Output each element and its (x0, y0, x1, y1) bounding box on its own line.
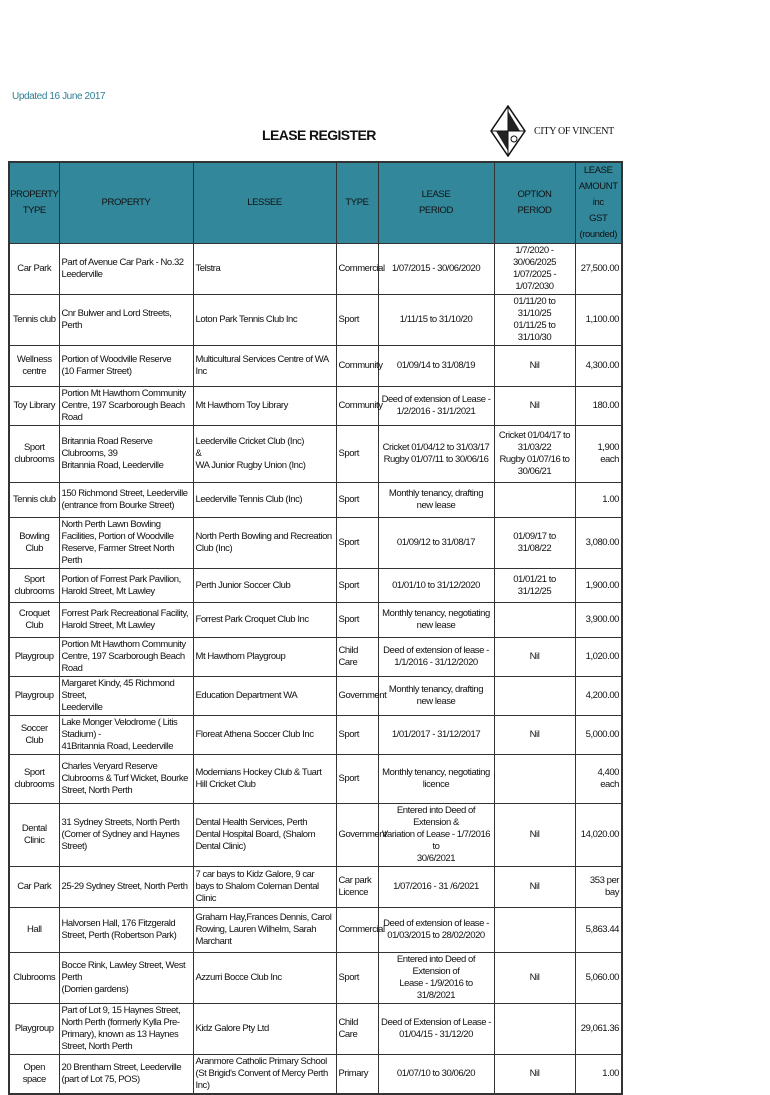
cell-type: Commercial (336, 908, 378, 953)
table-row (9, 716, 622, 755)
cell-lease-amount: 1,020.00 (575, 638, 622, 677)
table-row (9, 1055, 622, 1095)
cell-option-period: Nil (494, 716, 575, 755)
cell-lease-period: Monthly tenancy, negotiating licence (378, 755, 494, 804)
cell-property-type: Playgroup (9, 638, 59, 677)
cell-property-type: Dental Clinic (9, 804, 59, 867)
cell-option-period: Nil (494, 387, 575, 426)
cell-property-type: Soccer Club (9, 716, 59, 755)
cell-property-type: Croquet Club (9, 603, 59, 638)
cell-option-period (494, 603, 575, 638)
cell-property-type: Playgroup (9, 1004, 59, 1055)
cell-lease-amount: 4,400 each (575, 755, 622, 804)
cell-type: Primary (336, 1055, 378, 1095)
cell-type: Car park Licence (336, 867, 378, 908)
cell-property-type: Playgroup (9, 677, 59, 716)
table-row (9, 908, 622, 953)
column-header-lessee: LESSEE (193, 162, 336, 244)
cell-lease-amount: 4,200.00 (575, 677, 622, 716)
cell-property-type: Tennis club (9, 483, 59, 518)
cell-type: Sport (336, 518, 378, 569)
cell-type: Child Care (336, 1004, 378, 1055)
table-row (9, 244, 622, 295)
cell-property: Bocce Rink, Lawley Street, West Perth (Dorrien gardens) (59, 953, 193, 1004)
cell-lease-amount: 353 per bay (575, 867, 622, 908)
table-row (9, 426, 622, 483)
cell-lessee: Mt Hawthorn Playgroup (193, 638, 336, 677)
cell-lessee: Dental Health Services, Perth Dental Hospital Board, (Shalom Dental Clinic) (193, 804, 336, 867)
cell-lessee: Education Department WA (193, 677, 336, 716)
cell-property: Cnr Bulwer and Lord Streets, Perth (59, 295, 193, 346)
cell-option-period (494, 1004, 575, 1055)
cell-property: Portion Mt Hawthorn Community Centre, 197 Scarborough Beach Road (59, 638, 193, 677)
cell-option-period: Nil (494, 804, 575, 867)
cell-lease-period: Deed of Extension of Lease - 01/04/15 - 31/12/20 (378, 1004, 494, 1055)
cell-lease-amount: 4,300.00 (575, 346, 622, 387)
cell-property: Margaret Kindy, 45 Richmond Street, Leederville (59, 677, 193, 716)
cell-lease-period: 01/09/14 to 31/08/19 (378, 346, 494, 387)
cell-type: Sport (336, 483, 378, 518)
cell-type: Commercial (336, 244, 378, 295)
cell-lessee: Kidz Galore Pty Ltd (193, 1004, 336, 1055)
city-crest-icon (490, 105, 526, 157)
cell-lessee: North Perth Bowling and Recreation Club (Inc) (193, 518, 336, 569)
cell-option-period: Nil (494, 953, 575, 1004)
cell-property: Portion of Forrest Park Pavilion, Harold Street, Mt Lawley (59, 569, 193, 603)
cell-property: 25-29 Sydney Street, North Perth (59, 867, 193, 908)
table-row (9, 483, 622, 518)
cell-lease-period: Entered into Deed of Extension & Variation of Lease - 1/7/2016 to 30/6/2021 (378, 804, 494, 867)
cell-type: Sport (336, 716, 378, 755)
cell-property-type: Tennis club (9, 295, 59, 346)
cell-lease-period: Deed of extension of lease - 01/03/2015 to 28/02/2020 (378, 908, 494, 953)
cell-property: Halvorsen Hall, 176 Fitzgerald Street, Perth (Robertson Park) (59, 908, 193, 953)
cell-property-type: Sport clubrooms (9, 755, 59, 804)
cell-property: Forrest Park Recreational Facility, Harold Street, Mt Lawley (59, 603, 193, 638)
cell-option-period (494, 677, 575, 716)
updated-date: Updated 16 June 2017 (12, 91, 106, 102)
cell-type: Child Care (336, 638, 378, 677)
cell-property-type: Car Park (9, 867, 59, 908)
cell-lease-period: Entered into Deed of Extension of Lease - 1/9/2016 to 31/8/2021 (378, 953, 494, 1004)
cell-lease-period: 1/07/2016 - 31 /6/2021 (378, 867, 494, 908)
cell-property: Charles Veryard Reserve Clubrooms & Turf Wicket, Bourke Street, North Perth (59, 755, 193, 804)
cell-property: 20 Brentham Street, Leederville (part of Lot 75, POS) (59, 1055, 193, 1095)
table-row (9, 569, 622, 603)
cell-lease-period: Monthly tenancy, negotiating new lease (378, 603, 494, 638)
cell-lease-amount: 1,900 each (575, 426, 622, 483)
cell-property-type: Wellness centre (9, 346, 59, 387)
table-row (9, 518, 622, 569)
cell-lessee: Multicultural Services Centre of WA Inc (193, 346, 336, 387)
cell-lessee: Telstra (193, 244, 336, 295)
cell-type: Sport (336, 426, 378, 483)
cell-lease-amount: 3,900.00 (575, 603, 622, 638)
cell-type: Sport (336, 953, 378, 1004)
cell-type: Sport (336, 755, 378, 804)
cell-lessee: Graham Hay,Frances Dennis, Carol Rowing, Lauren Wilhelm, Sarah Marchant (193, 908, 336, 953)
cell-option-period: 01/01/21 to 31/12/25 (494, 569, 575, 603)
cell-lease-amount: 180.00 (575, 387, 622, 426)
cell-lease-amount: 1.00 (575, 483, 622, 518)
cell-lessee: Floreat Athena Soccer Club Inc (193, 716, 336, 755)
table-row (9, 677, 622, 716)
cell-property-type: Sport clubrooms (9, 569, 59, 603)
cell-lessee: Leederville Cricket Club (Inc) & WA Junior Rugby Union (Inc) (193, 426, 336, 483)
cell-option-period: Nil (494, 1055, 575, 1095)
cell-option-period: Nil (494, 867, 575, 908)
cell-property: Portion of Woodville Reserve (10 Farmer Street) (59, 346, 193, 387)
cell-lease-amount: 5,000.00 (575, 716, 622, 755)
cell-option-period (494, 483, 575, 518)
cell-property-type: Hall (9, 908, 59, 953)
table-header-row (9, 162, 622, 244)
cell-lease-amount: 29,061.36 (575, 1004, 622, 1055)
cell-lease-amount: 5,863.44 (575, 908, 622, 953)
column-header-property-type: PROPERTY TYPE (9, 162, 59, 244)
cell-option-period (494, 755, 575, 804)
cell-type: Sport (336, 603, 378, 638)
cell-lease-amount: 5,060.00 (575, 953, 622, 1004)
column-header-type: TYPE (336, 162, 378, 244)
cell-property: Part of Lot 9, 15 Haynes Street, North Perth (formerly Kylla Pre-Primary), known as 13 Haynes Street, North Perth (59, 1004, 193, 1055)
cell-lease-amount: 27,500.00 (575, 244, 622, 295)
column-header-option-period: OPTION PERIOD (494, 162, 575, 244)
table-row (9, 953, 622, 1004)
cell-property: 150 Richmond Street, Leederville (entrance from Bourke Street) (59, 483, 193, 518)
column-header-property: PROPERTY (59, 162, 193, 244)
logo-text: CITY OF VINCENT (534, 125, 614, 137)
page-title: LEASE REGISTER (262, 127, 376, 143)
table-row (9, 804, 622, 867)
table-row (9, 387, 622, 426)
column-header-lease-amount: LEASE AMOUNT inc GST (rounded) (575, 162, 622, 244)
cell-property-type: Clubrooms (9, 953, 59, 1004)
cell-option-period: Nil (494, 346, 575, 387)
table-row (9, 346, 622, 387)
cell-property: Britannia Road Reserve Clubrooms, 39 Britannia Road, Leederville (59, 426, 193, 483)
cell-lease-period: 01/09/12 to 31/08/17 (378, 518, 494, 569)
lease-register-table (8, 161, 623, 1095)
cell-type: Sport (336, 295, 378, 346)
table-row (9, 295, 622, 346)
cell-lease-period: 1/11/15 to 31/10/20 (378, 295, 494, 346)
cell-lease-amount: 1,100.00 (575, 295, 622, 346)
cell-property: 31 Sydney Streets, North Perth (Corner of Sydney and Haynes Street) (59, 804, 193, 867)
cell-lease-period: 1/01/2017 - 31/12/2017 (378, 716, 494, 755)
cell-option-period (494, 908, 575, 953)
column-header-lease-period: LEASE PERIOD (378, 162, 494, 244)
cell-lessee: Azzurri Bocce Club Inc (193, 953, 336, 1004)
cell-lease-amount: 14,020.00 (575, 804, 622, 867)
cell-lessee: Leederville Tennis Club (Inc) (193, 483, 336, 518)
cell-lease-amount: 3,080.00 (575, 518, 622, 569)
table-row (9, 755, 622, 804)
cell-property: Portion Mt Hawthorn Community Centre, 197 Scarborough Beach Road (59, 387, 193, 426)
cell-lease-period: Monthly tenancy, drafting new lease (378, 677, 494, 716)
cell-lease-period: 01/07/10 to 30/06/20 (378, 1055, 494, 1095)
cell-lessee: Forrest Park Croquet Club Inc (193, 603, 336, 638)
cell-property-type: Open space (9, 1055, 59, 1095)
table-row (9, 1004, 622, 1055)
cell-lease-amount: 1.00 (575, 1055, 622, 1095)
cell-lease-period: Deed of extension of lease - 1/1/2016 - 31/12/2020 (378, 638, 494, 677)
cell-property: Lake Monger Velodrome ( Litis Stadium) - 41Britannia Road, Leederville (59, 716, 193, 755)
cell-type: Government (336, 804, 378, 867)
cell-lessee: Mt Hawthorn Toy Library (193, 387, 336, 426)
cell-lease-period: Cricket 01/04/12 to 31/03/17 Rugby 01/07/11 to 30/06/16 (378, 426, 494, 483)
cell-lease-period: 01/01/10 to 31/12/2020 (378, 569, 494, 603)
cell-type: Community (336, 346, 378, 387)
cell-lessee: Aranmore Catholic Primary School (St Brigid's Convent of Mercy Perth Inc) (193, 1055, 336, 1095)
city-logo (490, 105, 614, 157)
cell-option-period: Nil (494, 638, 575, 677)
cell-lessee: 7 car bays to Kidz Galore, 9 car bays to Shalom Coleman Dental Clinic (193, 867, 336, 908)
cell-property-type: Car Park (9, 244, 59, 295)
cell-option-period: 01/11/20 to 31/10/25 01/11/25 to 31/10/30 (494, 295, 575, 346)
cell-lease-period: Monthly tenancy, drafting new lease (378, 483, 494, 518)
cell-property-type: Toy Library (9, 387, 59, 426)
cell-lessee: Perth Junior Soccer Club (193, 569, 336, 603)
cell-property: Part of Avenue Car Park - No.32 Leederville (59, 244, 193, 295)
cell-option-period: 1/7/2020 - 30/06/2025 1/07/2025 - 1/07/2030 (494, 244, 575, 295)
cell-lease-period: 1/07/2015 - 30/06/2020 (378, 244, 494, 295)
cell-lease-amount: 1,900.00 (575, 569, 622, 603)
table-row (9, 603, 622, 638)
cell-lease-period: Deed of extension of Lease - 1/2/2016 - 31/1/2021 (378, 387, 494, 426)
cell-type: Sport (336, 569, 378, 603)
cell-lessee: Loton Park Tennis Club Inc (193, 295, 336, 346)
cell-property: North Perth Lawn Bowling Facilities, Portion of Woodville Reserve, Farmer Street North Perth (59, 518, 193, 569)
table-row (9, 867, 622, 908)
cell-type: Government (336, 677, 378, 716)
cell-type: Community (336, 387, 378, 426)
cell-lessee: Modernians Hockey Club & Tuart Hill Cricket Club (193, 755, 336, 804)
cell-option-period: 01/09/17 to 31/08/22 (494, 518, 575, 569)
cell-property-type: Sport clubrooms (9, 426, 59, 483)
cell-option-period: Cricket 01/04/17 to 31/03/22 Rugby 01/07/16 to 30/06/21 (494, 426, 575, 483)
table-row (9, 638, 622, 677)
cell-property-type: Bowling Club (9, 518, 59, 569)
